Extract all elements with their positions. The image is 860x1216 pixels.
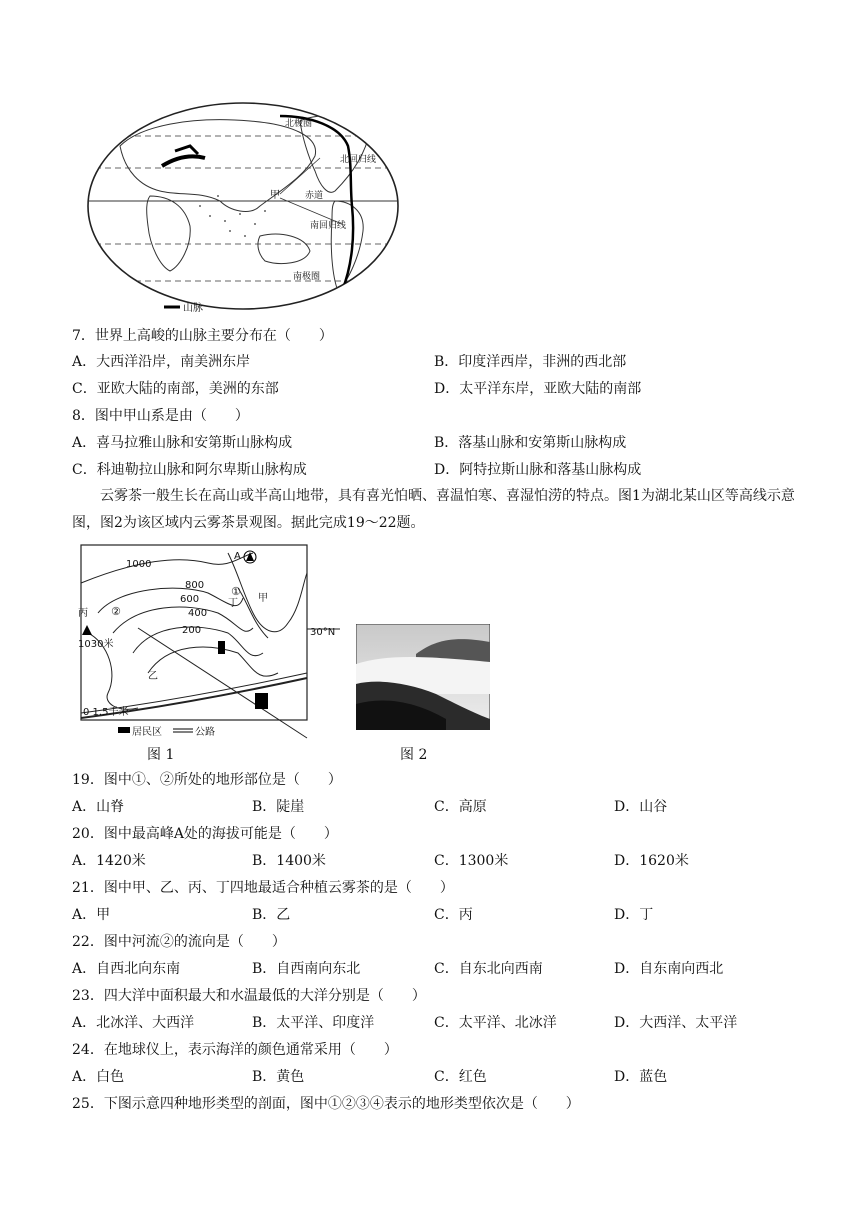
label-yi: 乙 — [148, 671, 158, 682]
q8-option-b: B．落基山脉和安第斯山脉构成 — [434, 435, 627, 451]
label-bing: 丙 — [78, 608, 88, 619]
intro-paragraph: 云雾茶一般生长在高山或半高山地带，具有喜光怕晒、喜温怕寒、喜湿怕涝的特点。图1为湖北某山区等高线示意图，图2为该区域内云雾茶景观图。据此完成19～22题。 — [72, 488, 795, 531]
q21-stem: 21．图中甲、乙、丙、丁四地最适合种植云雾茶的是（ ） — [72, 880, 454, 896]
label-circle-2: ② — [111, 605, 121, 618]
q8-option-d: D．阿特拉斯山脉和落基山脉构成 — [434, 462, 642, 478]
q7-option-b: B．印度洋西岸，非洲的西北部 — [434, 354, 627, 370]
legend-road-label: 公路 — [195, 727, 215, 738]
q22-option-a: A．自西北向东南 — [72, 961, 181, 977]
label-circle-1: ① — [231, 585, 241, 598]
cloud-tea-photo — [356, 624, 490, 730]
q24-stem: 24．在地球仪上，表示海洋的颜色通常采用（ ） — [72, 1042, 398, 1058]
q19-option-c: C．高原 — [434, 799, 487, 815]
q20-option-d: D．1620米 — [614, 853, 689, 869]
q24-option-c: C．红色 — [434, 1069, 487, 1085]
peak-a-label: A — [234, 551, 241, 562]
q7-option-d: D．太平洋东岸，亚欧大陆的南部 — [434, 381, 642, 397]
world-mountains-map — [80, 96, 410, 321]
q22-option-c: C．自东北向西南 — [434, 961, 543, 977]
contour-800: 800 — [185, 580, 205, 591]
q23-option-b: B．太平洋、印度洋 — [252, 1015, 375, 1031]
label-tropic-cancer: 北回归线 — [340, 155, 377, 165]
legend-residential-symbol — [118, 727, 130, 733]
fig1-caption: 图 1 — [147, 747, 175, 763]
q20-option-b: B．1400米 — [252, 853, 326, 869]
q19-stem: 19．图中①、②所处的地形部位是（ ） — [72, 772, 342, 788]
label-latitude: 30°N — [310, 627, 336, 638]
q8-option-c: C．科迪勒拉山脉和阿尔卑斯山脉构成 — [72, 462, 307, 478]
q25-stem: 25．下图示意四种地形类型的剖面，图中①②③④表示的地形类型依次是（ ） — [72, 1096, 580, 1112]
q23-option-a: A．北冰洋、大西洋 — [72, 1015, 195, 1031]
label-peak-elevation: 1030米 — [78, 639, 114, 650]
label-scale: 0 1.5千米 — [83, 707, 129, 718]
q20-option-c: C．1300米 — [434, 853, 509, 869]
settlement-1 — [218, 641, 225, 654]
q7-option-a: A．大西洋沿岸，南美洲东岸 — [72, 354, 251, 370]
label-north-pole-circle: 北极圈 — [285, 119, 313, 129]
q7-stem: 7．世界上高峻的山脉主要分布在（ ） — [72, 328, 333, 344]
contour-200: 200 — [182, 625, 202, 636]
label-jia: 甲 — [258, 593, 268, 604]
q20-stem: 20．图中最高峰A处的海拔可能是（ ） — [72, 826, 338, 842]
contour-600: 600 — [180, 594, 200, 605]
q23-option-c: C．太平洋、北冰洋 — [434, 1015, 557, 1031]
q7-option-c: C．亚欧大陆的南部，美洲的东部 — [72, 381, 279, 397]
contour-400: 400 — [188, 608, 208, 619]
q22-option-d: D．自东南向西北 — [614, 961, 724, 977]
q24-option-b: B．黄色 — [252, 1069, 305, 1085]
label-tropic-capricorn: 南回归线 — [310, 221, 347, 231]
q19-option-b: B．陡崖 — [252, 799, 305, 815]
q24-option-a: A．白色 — [72, 1069, 125, 1085]
q19-option-d: D．山谷 — [614, 799, 668, 815]
q8-option-a: A．喜马拉雅山脉和安第斯山脉构成 — [72, 435, 293, 451]
q21-option-d: D．丁 — [614, 907, 654, 923]
contour-map — [78, 543, 340, 743]
label-ding: 丁 — [228, 598, 238, 609]
label-jia: 甲 — [270, 190, 280, 201]
fig2-caption: 图 2 — [400, 747, 428, 763]
label-south-pole-circle: 南极圈 — [293, 272, 321, 282]
q21-option-c: C．丙 — [434, 907, 473, 923]
q23-option-d: D．大西洋、太平洋 — [614, 1015, 738, 1031]
q24-option-d: D．蓝色 — [614, 1069, 668, 1085]
legend-mountain-label: 山脉 — [183, 303, 203, 314]
q20-option-a: A．1420米 — [72, 853, 146, 869]
q21-option-b: B．乙 — [252, 907, 291, 923]
q19-option-a: A．山脊 — [72, 799, 125, 815]
q22-stem: 22．图中河流②的流向是（ ） — [72, 934, 286, 950]
q8-stem: 8．图中甲山系是由（ ） — [72, 408, 249, 424]
label-equator: 赤道 — [305, 191, 324, 201]
legend-residential-label: 居民区 — [132, 727, 162, 738]
q23-stem: 23．四大洋中面积最大和水温最低的大洋分别是（ ） — [72, 988, 426, 1004]
settlement-2 — [255, 693, 268, 709]
q22-option-b: B．自西南向东北 — [252, 961, 361, 977]
contour-1000: 1000 — [126, 559, 152, 570]
q21-option-a: A．甲 — [72, 907, 111, 923]
